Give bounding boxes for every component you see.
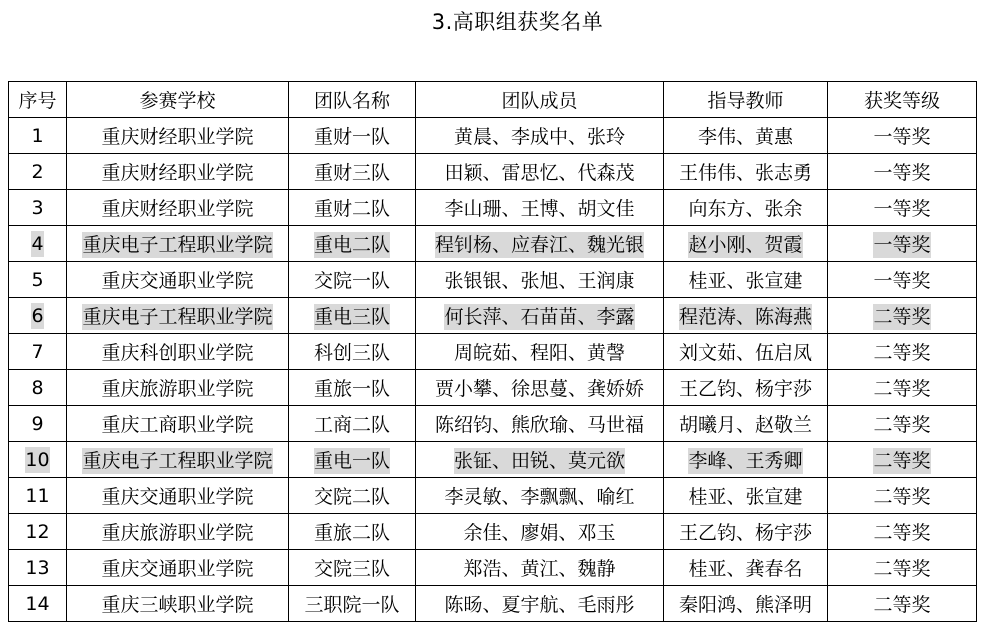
row-number: 6 bbox=[31, 304, 44, 327]
school-name: 重庆财经职业学院 bbox=[101, 162, 254, 184]
team-members-cell bbox=[416, 550, 664, 586]
award-level-cell bbox=[828, 370, 977, 406]
team-name: 重电二队 bbox=[313, 234, 390, 256]
table-row bbox=[9, 334, 977, 370]
advisor-teachers-cell bbox=[664, 154, 828, 190]
team-members-cell bbox=[416, 190, 664, 226]
team-name-cell bbox=[289, 550, 416, 586]
team-name: 交院一队 bbox=[313, 270, 390, 292]
row-number-cell bbox=[9, 370, 67, 406]
team-members-cell bbox=[416, 586, 664, 622]
school-name: 重庆交通职业学院 bbox=[101, 270, 254, 292]
school-name-cell bbox=[67, 370, 289, 406]
school-name: 重庆财经职业学院 bbox=[101, 198, 254, 220]
team-members-cell bbox=[416, 298, 664, 334]
award-level-cell bbox=[828, 262, 977, 298]
table-row bbox=[9, 478, 977, 514]
row-number-cell bbox=[9, 154, 67, 190]
advisor-teachers-cell bbox=[664, 406, 828, 442]
row-number: 9 bbox=[31, 412, 44, 435]
school-name-cell bbox=[67, 334, 289, 370]
award-level-cell bbox=[828, 550, 977, 586]
award-level-cell bbox=[828, 298, 977, 334]
team-name-cell bbox=[289, 118, 416, 154]
advisor-teachers-cell bbox=[664, 334, 828, 370]
team-members-cell bbox=[416, 442, 664, 478]
row-number: 1 bbox=[31, 124, 44, 147]
award-level: 二等奖 bbox=[873, 378, 931, 400]
award-level: 二等奖 bbox=[873, 414, 931, 436]
row-number: 3 bbox=[31, 196, 44, 219]
award-level-cell bbox=[828, 118, 977, 154]
advisor-teachers-cell bbox=[664, 370, 828, 406]
team-name: 重旅一队 bbox=[313, 378, 390, 400]
row-number-cell bbox=[9, 262, 67, 298]
award-level-cell bbox=[828, 514, 977, 550]
school-name-cell bbox=[67, 154, 289, 190]
table-row bbox=[9, 406, 977, 442]
advisor-teachers: 桂亚、张宣建 bbox=[688, 270, 803, 292]
school-name-cell bbox=[67, 514, 289, 550]
team-name: 重财一队 bbox=[313, 126, 390, 148]
table-row bbox=[9, 118, 977, 154]
team-members-cell bbox=[416, 118, 664, 154]
school-name-cell bbox=[67, 190, 289, 226]
team-members: 李灵敏、李飘飘、喻红 bbox=[444, 486, 635, 508]
team-name: 工商二队 bbox=[313, 414, 390, 436]
row-number-cell bbox=[9, 550, 67, 586]
award-level: 二等奖 bbox=[873, 486, 931, 508]
team-name: 重财二队 bbox=[313, 198, 390, 220]
table-row bbox=[9, 370, 977, 406]
team-name-cell bbox=[289, 334, 416, 370]
row-number-cell bbox=[9, 478, 67, 514]
award-level: 二等奖 bbox=[873, 342, 931, 364]
award-level-cell bbox=[828, 586, 977, 622]
column-header-award: 获奖等级 bbox=[828, 82, 977, 118]
school-name-cell bbox=[67, 442, 289, 478]
award-level: 二等奖 bbox=[873, 594, 931, 616]
award-level-cell bbox=[828, 226, 977, 262]
team-members: 陈绍钧、熊欣瑜、马世福 bbox=[434, 414, 644, 436]
advisor-teachers-cell bbox=[664, 550, 828, 586]
team-members-cell bbox=[416, 514, 664, 550]
column-header-no: 序号 bbox=[9, 82, 67, 118]
row-number: 8 bbox=[31, 376, 44, 399]
school-name: 重庆工商职业学院 bbox=[101, 414, 254, 436]
team-name-cell bbox=[289, 154, 416, 190]
team-members-cell bbox=[416, 370, 664, 406]
advisor-teachers: 李伟、黄惠 bbox=[697, 126, 793, 148]
team-members-cell bbox=[416, 334, 664, 370]
team-name-cell bbox=[289, 298, 416, 334]
award-level-cell bbox=[828, 334, 977, 370]
table-row bbox=[9, 550, 977, 586]
school-name-cell bbox=[67, 262, 289, 298]
team-members: 周皖茹、程阳、黄謦 bbox=[453, 342, 625, 364]
school-name-cell bbox=[67, 586, 289, 622]
award-level-cell bbox=[828, 190, 977, 226]
row-number-cell bbox=[9, 334, 67, 370]
table-row bbox=[9, 154, 977, 190]
row-number: 14 bbox=[25, 592, 50, 615]
school-name: 重庆电子工程职业学院 bbox=[82, 234, 273, 256]
team-name-cell bbox=[289, 226, 416, 262]
award-level: 一等奖 bbox=[873, 126, 931, 148]
team-members: 李山珊、王博、胡文佳 bbox=[444, 198, 635, 220]
school-name-cell bbox=[67, 550, 289, 586]
school-name: 重庆科创职业学院 bbox=[101, 342, 254, 364]
team-name: 重电三队 bbox=[313, 306, 390, 328]
award-level: 二等奖 bbox=[873, 522, 931, 544]
team-name-cell bbox=[289, 586, 416, 622]
team-members-cell bbox=[416, 406, 664, 442]
advisor-teachers-cell bbox=[664, 226, 828, 262]
award-level-cell bbox=[828, 406, 977, 442]
team-name-cell bbox=[289, 370, 416, 406]
row-number: 10 bbox=[25, 448, 50, 471]
column-header-teachers: 指导教师 bbox=[664, 82, 828, 118]
school-name: 重庆电子工程职业学院 bbox=[82, 450, 273, 472]
team-members: 陈旸、夏宇航、毛雨彤 bbox=[444, 594, 635, 616]
row-number-cell bbox=[9, 514, 67, 550]
advisor-teachers: 秦阳鸿、熊泽明 bbox=[678, 594, 812, 616]
table-row bbox=[9, 190, 977, 226]
team-members-cell bbox=[416, 226, 664, 262]
advisor-teachers: 刘文茹、伍启凤 bbox=[678, 342, 812, 364]
award-level: 二等奖 bbox=[873, 306, 931, 328]
row-number-cell bbox=[9, 406, 67, 442]
advisor-teachers-cell bbox=[664, 118, 828, 154]
team-members: 贾小攀、徐思蔓、龚娇娇 bbox=[434, 378, 644, 400]
row-number-cell bbox=[9, 118, 67, 154]
advisor-teachers-cell bbox=[664, 514, 828, 550]
row-number-cell bbox=[9, 190, 67, 226]
team-name: 重财三队 bbox=[313, 162, 390, 184]
table-row bbox=[9, 298, 977, 334]
advisor-teachers-cell bbox=[664, 262, 828, 298]
school-name-cell bbox=[67, 298, 289, 334]
advisor-teachers: 桂亚、张宣建 bbox=[688, 486, 803, 508]
team-name-cell bbox=[289, 406, 416, 442]
team-name: 重电一队 bbox=[313, 450, 390, 472]
team-name-cell bbox=[289, 442, 416, 478]
advisor-teachers: 胡曦月、赵敬兰 bbox=[678, 414, 812, 436]
team-members: 黄晨、李成中、张玲 bbox=[453, 126, 625, 148]
row-number: 7 bbox=[31, 340, 44, 363]
row-number: 12 bbox=[25, 520, 50, 543]
school-name: 重庆交通职业学院 bbox=[101, 486, 254, 508]
school-name: 重庆三峡职业学院 bbox=[101, 594, 254, 616]
advisor-teachers-cell bbox=[664, 190, 828, 226]
award-level: 一等奖 bbox=[873, 198, 931, 220]
team-members: 余佳、廖娟、邓玉 bbox=[463, 522, 616, 544]
team-name-cell bbox=[289, 478, 416, 514]
school-name: 重庆交通职业学院 bbox=[101, 558, 254, 580]
column-header-school: 参赛学校 bbox=[67, 82, 289, 118]
team-name-cell bbox=[289, 514, 416, 550]
row-number: 2 bbox=[31, 160, 44, 183]
row-number-cell bbox=[9, 442, 67, 478]
team-members-cell bbox=[416, 478, 664, 514]
team-members: 郑浩、黄江、魏静 bbox=[463, 558, 616, 580]
table-row bbox=[9, 262, 977, 298]
advisor-teachers: 王乙钧、杨宇莎 bbox=[678, 378, 812, 400]
team-members: 张银银、张旭、王润康 bbox=[444, 270, 635, 292]
advisor-teachers-cell bbox=[664, 478, 828, 514]
team-members-cell bbox=[416, 154, 664, 190]
school-name-cell bbox=[67, 118, 289, 154]
award-level: 一等奖 bbox=[873, 234, 931, 256]
team-members: 何长萍、石苗苗、李露 bbox=[444, 306, 635, 328]
table-body bbox=[9, 118, 977, 622]
table-row bbox=[9, 442, 977, 478]
advisor-teachers: 王伟伟、张志勇 bbox=[678, 162, 812, 184]
advisor-teachers-cell bbox=[664, 586, 828, 622]
team-name-cell bbox=[289, 262, 416, 298]
advisor-teachers: 程范涛、陈海燕 bbox=[678, 306, 812, 328]
column-header-team: 团队名称 bbox=[289, 82, 416, 118]
advisor-teachers: 赵小刚、贺霞 bbox=[688, 234, 803, 256]
team-members: 程钊杨、应春江、魏光银 bbox=[434, 234, 644, 256]
award-level-cell bbox=[828, 442, 977, 478]
table-row bbox=[9, 226, 977, 262]
award-level-cell bbox=[828, 154, 977, 190]
team-members-cell bbox=[416, 262, 664, 298]
award-level: 二等奖 bbox=[873, 450, 931, 472]
award-level: 二等奖 bbox=[873, 558, 931, 580]
school-name-cell bbox=[67, 478, 289, 514]
award-level: 一等奖 bbox=[873, 270, 931, 292]
school-name: 重庆旅游职业学院 bbox=[101, 378, 254, 400]
team-name: 科创三队 bbox=[313, 342, 390, 364]
team-name: 三职院一队 bbox=[304, 594, 400, 616]
advisor-teachers: 向东方、张余 bbox=[688, 198, 803, 220]
school-name-cell bbox=[67, 226, 289, 262]
school-name: 重庆财经职业学院 bbox=[101, 126, 254, 148]
advisor-teachers-cell bbox=[664, 442, 828, 478]
school-name: 重庆旅游职业学院 bbox=[101, 522, 254, 544]
team-members: 张钲、田锐、莫元欲 bbox=[453, 450, 625, 472]
advisor-teachers: 桂亚、龚春名 bbox=[688, 558, 803, 580]
advisor-teachers: 王乙钧、杨宇莎 bbox=[678, 522, 812, 544]
row-number-cell bbox=[9, 226, 67, 262]
row-number-cell bbox=[9, 298, 67, 334]
team-members: 田颖、雷思忆、代森茂 bbox=[444, 162, 635, 184]
award-level: 一等奖 bbox=[873, 162, 931, 184]
table-row bbox=[9, 586, 977, 622]
column-header-members: 团队成员 bbox=[416, 82, 664, 118]
table-header-row bbox=[9, 82, 977, 118]
team-name-cell bbox=[289, 190, 416, 226]
advisor-teachers-cell bbox=[664, 298, 828, 334]
document-title: 3.高职组获奖名单 bbox=[431, 10, 604, 34]
school-name-cell bbox=[67, 406, 289, 442]
row-number: 11 bbox=[25, 484, 50, 507]
row-number: 13 bbox=[25, 556, 50, 579]
row-number-cell bbox=[9, 586, 67, 622]
team-name: 交院三队 bbox=[313, 558, 390, 580]
team-name: 重旅二队 bbox=[313, 522, 390, 544]
school-name: 重庆电子工程职业学院 bbox=[82, 306, 273, 328]
table-row bbox=[9, 514, 977, 550]
award-level-cell bbox=[828, 478, 977, 514]
row-number: 5 bbox=[31, 268, 44, 291]
advisor-teachers: 李峰、王秀卿 bbox=[688, 450, 803, 472]
row-number: 4 bbox=[31, 232, 44, 255]
team-name: 交院二队 bbox=[313, 486, 390, 508]
award-table bbox=[8, 81, 977, 622]
